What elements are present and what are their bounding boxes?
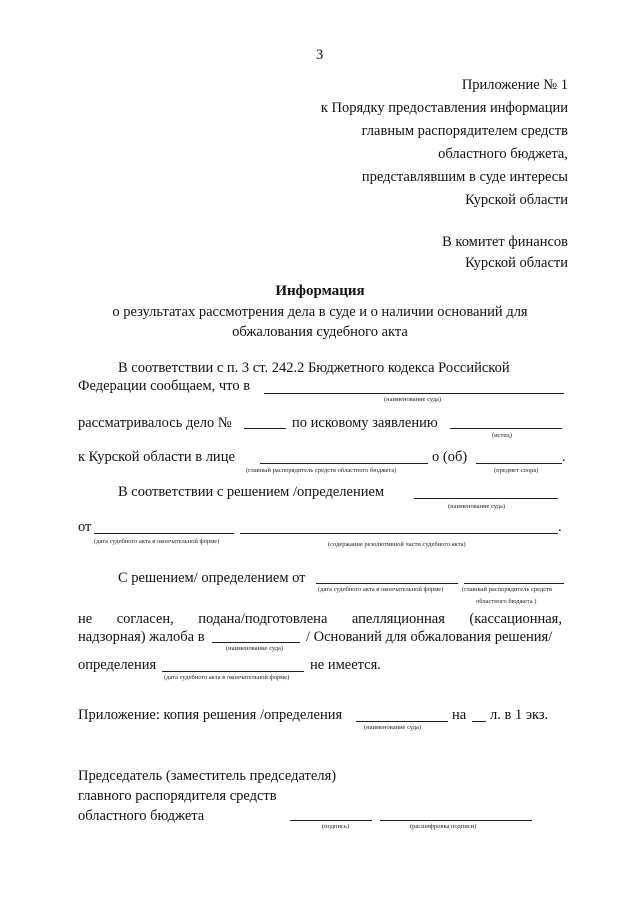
act-date-field-2	[316, 583, 458, 584]
caption-signature: (подпись)	[322, 823, 349, 830]
subtitle-line: о результатах рассмотрения дела в суде и о наличии оснований для	[112, 304, 528, 320]
none-label: не имеется.	[310, 657, 381, 673]
decision-court-field	[414, 498, 558, 499]
decoding-field	[380, 820, 532, 821]
subtitle-line: обжалования судебного акта	[232, 324, 408, 340]
caption-court-name: (наименование суда)	[384, 396, 442, 403]
caption-plaintiff: (истец)	[492, 432, 512, 439]
caption-court-name-4: (наименование суда)	[364, 724, 422, 731]
complaint-label: надзорная) жалоба в	[78, 629, 205, 645]
case-label: рассматривалось дело №	[78, 415, 232, 431]
caption-decoding: (расшифровка подписи)	[410, 823, 477, 830]
signature-line: Председатель (заместитель председателя)	[78, 768, 337, 784]
attachment-copies: л. в 1 экз.	[490, 707, 549, 723]
appendix-block	[321, 74, 568, 212]
main-manager-field	[260, 463, 428, 464]
court-name-field	[264, 393, 564, 394]
caption-manager-2a: (главный распорядитель средств	[462, 586, 553, 593]
addressee	[442, 232, 568, 274]
word: (кассационная,	[469, 611, 562, 627]
act-date-field	[94, 533, 234, 534]
appendix-line: областного бюджета,	[438, 146, 568, 162]
pages-field	[472, 721, 486, 722]
signature-line: областного бюджета	[78, 808, 205, 824]
period: .	[562, 449, 566, 465]
page-number: 3	[316, 47, 324, 63]
word: согласен,	[116, 611, 174, 627]
claim-label: по исковому заявлению	[292, 415, 438, 431]
disagree-decision-label: С решением/ определением от	[118, 570, 306, 586]
caption-court-name-2: (наименование суда)	[448, 503, 506, 510]
no-grounds-label: / Оснований для обжалования решения/	[306, 629, 553, 645]
document-title: Информация	[275, 283, 365, 299]
plaintiff-field	[450, 428, 562, 429]
paragraph-1-line-1: В соответствии с п. 3 ст. 242.2 Бюджетного кодекса Российской	[118, 360, 510, 376]
appendix-line: главным распорядителем средств	[361, 123, 568, 139]
period: .	[558, 519, 562, 535]
resolution-field	[240, 533, 558, 534]
addressee-line: В комитет финансов	[442, 234, 568, 250]
word: подана/подготовлена	[198, 611, 328, 627]
paragraph-1-line-2: Федерации сообщаем, что в	[78, 378, 251, 394]
appendix-line: к Порядку предоставления информации	[320, 100, 568, 116]
appendix-line: Приложение № 1	[461, 77, 568, 93]
document-subtitle	[0, 302, 640, 342]
caption-main-manager: (главный распорядитель средств областного бюджета)	[246, 467, 397, 474]
word: апелляционная	[351, 611, 445, 627]
case-number-field	[244, 428, 286, 429]
word: не	[78, 611, 93, 627]
attachment-label: Приложение: копия решения /определения	[78, 707, 343, 723]
caption-subject: (предмет спора)	[494, 467, 539, 474]
manager-field-2	[464, 583, 564, 584]
attachment-on: на	[452, 707, 467, 723]
caption-court-name-3: (наименование суда)	[226, 645, 284, 652]
attachment-court-field	[356, 721, 448, 722]
defendant-label: к Курской области в лице	[78, 449, 235, 465]
signature-line: главного распорядителя средств	[78, 788, 277, 804]
subject-label: о (об)	[432, 449, 468, 465]
caption-resolution: (содержание резолютивной части судебного акта)	[328, 541, 466, 548]
subject-field	[476, 463, 562, 464]
appendix-line: Курской области	[465, 192, 568, 208]
signature-block	[78, 766, 336, 826]
caption-manager-2b: областного бюджета )	[476, 598, 537, 605]
signature-field	[290, 820, 372, 821]
act-date-field-3	[162, 671, 304, 672]
caption-act-date: (дата судебного акта в окончательной форме)	[94, 538, 220, 545]
from-label: от	[78, 519, 92, 535]
appendix-line: представлявшим в суде интересы	[361, 169, 568, 185]
addressee-line: Курской области	[465, 255, 568, 271]
caption-act-date-2: (дата судебного акта в окончательной форме)	[318, 586, 444, 593]
decision-label: В соответствии с решением /определением	[118, 484, 385, 500]
paragraph-7-line-1	[78, 610, 562, 628]
caption-act-date-3: (дата судебного акта в окончательной форме)	[164, 674, 290, 681]
definition-label: определения	[78, 657, 157, 673]
appeal-court-field	[212, 642, 300, 643]
